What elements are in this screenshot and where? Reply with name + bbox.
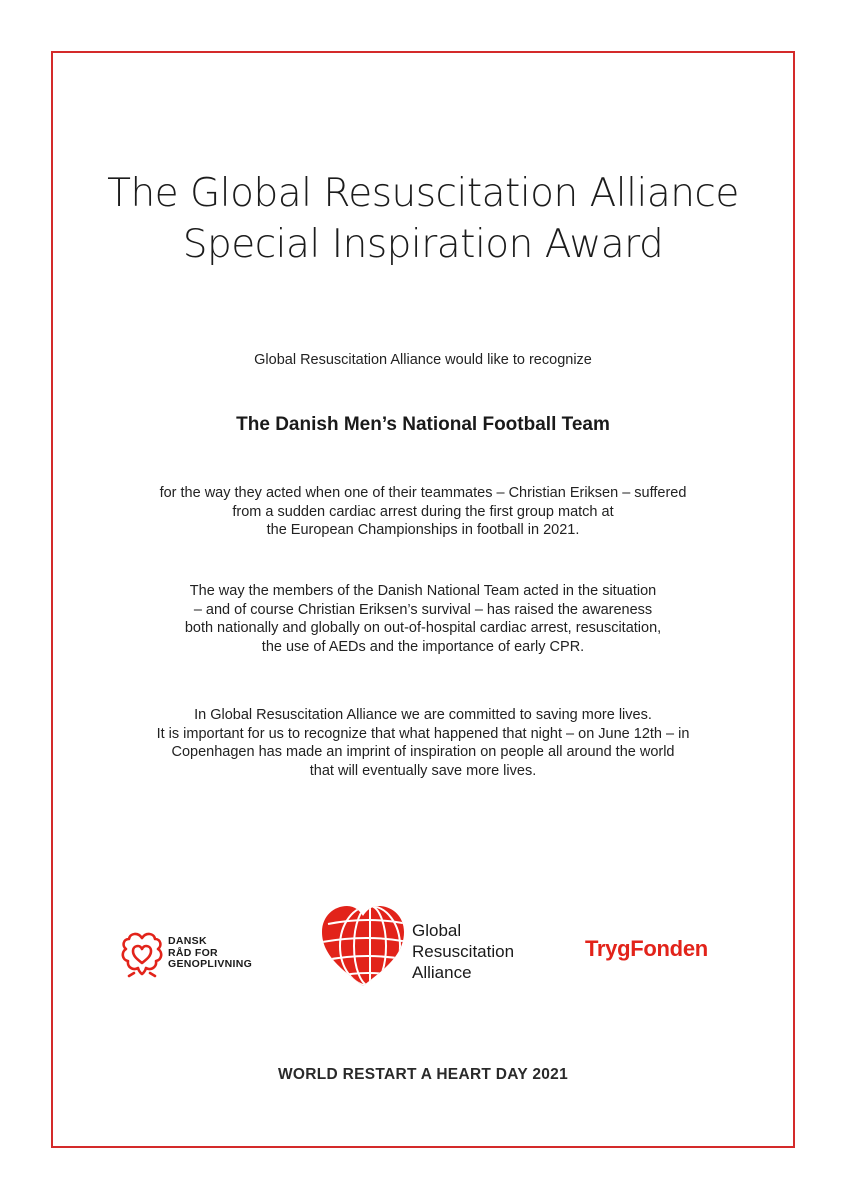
gra-line: Resuscitation	[412, 942, 515, 961]
paragraph-2-line: The way the members of the Danish National Team acted in the situation	[189, 583, 657, 599]
recipient-name: The Danish Men’s National Football Team	[236, 414, 610, 435]
paragraph-1-line: from a sudden cardiac arrest during the first group match at	[232, 503, 614, 520]
drg-logo	[120, 930, 280, 980]
gra-logo	[318, 902, 558, 992]
certificate-title	[0, 168, 846, 270]
paragraph-3-line: In Global Resuscitation Alliance we are committed to saving more lives.	[194, 707, 652, 723]
gra-line: Global	[412, 921, 462, 940]
paragraph-1-line: the European Championships in football in 2021.	[266, 522, 580, 538]
title-line-1: The Global Resuscitation Alliance	[107, 171, 739, 216]
title-line-2: Special Inspiration Award	[182, 222, 664, 267]
paragraph-2-line: the use of AEDs and the importance of early CPR.	[261, 638, 585, 655]
paragraph-3-line: that will eventually save more lives.	[309, 762, 537, 779]
paragraph-2-line: – and of course Christian Eriksen’s survival – has raised the awareness	[193, 601, 653, 618]
drg-logo-text	[168, 936, 252, 971]
paragraph-1	[0, 484, 846, 540]
intro-text: Global Resuscitation Alliance would like to recognize	[254, 352, 592, 368]
paragraph-3	[0, 706, 846, 780]
paragraph-3-line: It is important for us to recognize that what happened that night – on June 12th – in	[156, 725, 690, 742]
paragraph-2-line: both nationally and globally on out-of-hospital cardiac arrest, resuscitation,	[184, 620, 662, 636]
paragraph-3-line: Copenhagen has made an imprint of inspiration on people all around the world	[171, 744, 675, 760]
gra-line: Alliance	[412, 963, 472, 982]
gra-logo-text	[412, 920, 514, 983]
paragraph-2	[0, 582, 846, 656]
drg-line: DANSK	[168, 935, 207, 947]
trygfonden-logo: TrygFonden	[585, 936, 708, 961]
drg-line: GENOPLIVNING	[168, 958, 253, 970]
paragraph-1-line: for the way they acted when one of their teammates – Christian Eriksen – suffered	[159, 485, 687, 501]
drg-line: RÅD FOR	[168, 946, 218, 959]
footer-text: WORLD RESTART A HEART DAY 2021	[277, 1066, 569, 1083]
brain-heart-icon	[120, 930, 164, 980]
globe-heart-icon	[318, 902, 408, 992]
